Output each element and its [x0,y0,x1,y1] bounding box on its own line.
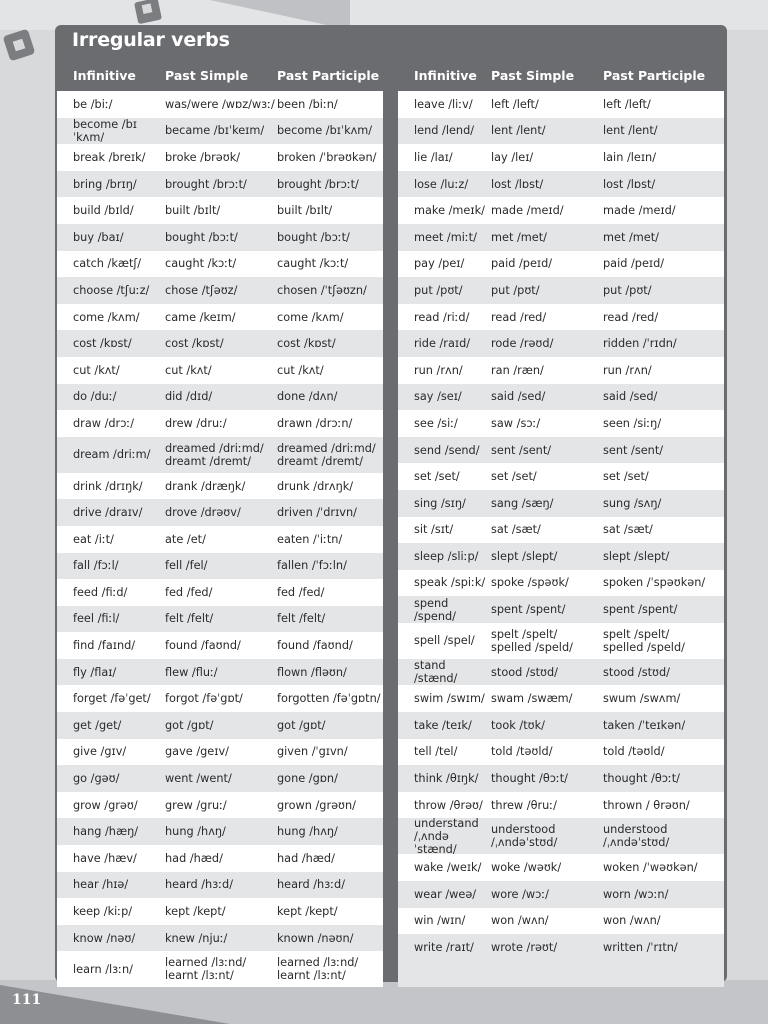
cell-past-participle: swum /swʌm/ [603,692,681,706]
cell-infinitive: sit /sɪt/ [414,523,454,537]
table-row [398,91,724,118]
cell-infinitive: cost /kɒst/ [73,337,132,351]
cell-infinitive: come /kʌm/ [73,310,140,324]
cell-infinitive: meet /miːt/ [414,230,477,244]
cell-past-simple: found /faʊnd/ [165,639,241,653]
cell-past-participle: hung /hʌŋ/ [277,825,338,839]
cell-past-simple: knew /njuː/ [165,931,228,945]
cell-past-participle: slept /slept/ [603,549,670,563]
cell-past-participle: fallen /ˈfɔːln/ [277,559,347,573]
cell-past-simple: forgot /fəˈgɒt/ [165,692,243,706]
cell-past-simple: learned /lɜːnd/ learnt /lɜːnt/ [165,956,247,983]
cell-past-simple: understood /ˌʌndəˈstʊd/ [491,823,558,850]
cell-past-simple: rode /rəʊd/ [491,337,554,351]
cell-infinitive: buy /baɪ/ [73,230,124,244]
cell-infinitive: fly /flaɪ/ [73,665,117,679]
cell-infinitive: set /set/ [414,470,460,484]
cell-past-simple: heard /hɜːd/ [165,878,233,892]
cell-past-participle: told /təʊld/ [603,745,665,759]
cell-past-participle: heard /hɜːd/ [277,878,345,892]
cell-infinitive: hear /hɪə/ [73,878,129,892]
cell-past-participle: grown /grəʊn/ [277,798,356,812]
cell-past-simple: fed /fed/ [165,585,213,599]
table-row [398,197,724,224]
cell-past-simple: met /met/ [491,230,547,244]
table-row [398,739,724,766]
cell-infinitive: make /meɪk/ [414,204,485,218]
cell-past-simple: did /dɪd/ [165,390,213,404]
cell-infinitive: drive /draɪv/ [73,506,143,520]
cell-past-simple: spoke /spəʊk/ [491,576,569,590]
cell-past-simple: thought /θɔːt/ [491,772,568,786]
cell-infinitive: forget /fəˈget/ [73,692,151,706]
cell-past-simple: brought /brɔːt/ [165,177,247,191]
cell-infinitive: pay /peɪ/ [414,257,465,271]
cell-infinitive: sleep /sliːp/ [414,549,479,563]
cell-infinitive: do /duː/ [73,390,117,404]
cell-infinitive: sing /sɪŋ/ [414,496,466,510]
cell-infinitive: be /biː/ [73,97,113,111]
cell-past-participle: worn /wɔːn/ [603,887,669,901]
cell-past-simple: bought /bɔːt/ [165,230,238,244]
cell-past-participle: broken /ˈbrəʊkən/ [277,150,377,164]
cell-past-simple: ran /ræn/ [491,363,544,377]
table-row [57,171,383,198]
cell-past-participle: spent /spent/ [603,603,678,617]
table-row [398,410,724,437]
header-past-simple: Past Simple [165,67,249,83]
cell-infinitive: write /raɪt/ [414,941,474,955]
table-row [57,410,383,437]
cell-infinitive: spell /spel/ [414,634,475,648]
page-number: 111 [12,992,42,1008]
table-row [398,854,724,881]
table-row [57,632,383,659]
column-divider [383,59,398,980]
table-row [57,765,383,792]
verbs-table-left [57,59,383,987]
cell-past-participle: sung /sʌŋ/ [603,496,662,510]
cell-infinitive: stand /stænd/ [414,659,458,686]
cell-infinitive: think /θɪŋk/ [414,772,479,786]
cell-past-participle: thought /θɔːt/ [603,772,680,786]
cell-past-participle: cut /kʌt/ [277,363,324,377]
cell-past-simple: said /sed/ [491,390,546,404]
cell-past-participle: sent /sent/ [603,443,664,457]
cell-past-participle: lost /lɒst/ [603,177,656,191]
table-row [57,526,383,553]
cell-past-simple: grew /gruː/ [165,798,227,812]
page-title: Irregular verbs [72,29,230,51]
cell-past-participle: lent /lent/ [603,124,658,138]
cell-past-participle: understood /ˌʌndəˈstʊd/ [603,823,670,850]
cell-infinitive: grow /grəʊ/ [73,798,138,812]
cell-past-simple: took /tʊk/ [491,718,545,732]
table-row [398,881,724,908]
cell-infinitive: tell /tel/ [414,745,458,759]
cell-past-simple: saw /sɔː/ [491,416,541,430]
cell-past-participle: done /dʌn/ [277,390,338,404]
table-row [57,304,383,331]
verbs-table-right [398,59,724,961]
table-row [57,91,383,118]
cell-past-participle: built /bɪlt/ [277,204,333,218]
table-row [57,712,383,739]
cell-infinitive: know /nəʊ/ [73,931,136,945]
table-row [57,553,383,580]
table-row [57,685,383,712]
header-past-participle: Past Participle [603,67,706,83]
cell-infinitive: fall /fɔːl/ [73,559,119,573]
table-body [398,91,724,961]
cell-past-simple: went /went/ [165,772,232,786]
cell-past-simple: sat /sæt/ [491,523,541,537]
table-row [57,818,383,845]
cell-past-simple: wore /wɔː/ [491,887,549,901]
cell-past-simple: broke /brəʊk/ [165,150,241,164]
cell-past-participle: set /set/ [603,470,649,484]
cell-infinitive: break /breɪk/ [73,150,146,164]
cell-infinitive: wear /weə/ [414,887,477,901]
table-row [57,224,383,251]
cell-past-participle: put /pʊt/ [603,283,652,297]
cell-past-simple: ate /et/ [165,532,206,546]
cell-past-simple: was/were /wɒz/wɜː/ [165,97,275,111]
table-row [398,118,724,145]
cell-past-participle: said /sed/ [603,390,658,404]
cell-past-participle: won /wʌn/ [603,914,661,928]
cell-infinitive: spend /spend/ [414,596,456,623]
cell-infinitive: hang /hæŋ/ [73,825,139,839]
table-row [398,277,724,304]
table-row [57,898,383,925]
cell-past-participle: woken /ˈwəʊkən/ [603,861,698,875]
cell-past-participle: seen /siːŋ/ [603,416,662,430]
table-row [57,197,383,224]
cell-past-participle: cost /kɒst/ [277,337,336,351]
cell-infinitive: lie /laɪ/ [414,150,453,164]
cell-past-simple: read /red/ [491,310,547,324]
table-row [398,908,724,935]
header-past-participle: Past Participle [277,67,380,83]
table-row [57,473,383,500]
cell-past-participle: bought /bɔːt/ [277,230,350,244]
cell-past-simple: lost /lɒst/ [491,177,544,191]
cell-infinitive: draw /drɔː/ [73,416,135,430]
table-row [57,659,383,686]
cell-past-simple: swam /swæm/ [491,692,573,706]
cell-past-simple: felt /felt/ [165,612,214,626]
table-row [57,739,383,766]
cell-past-participle: had /hæd/ [277,851,335,865]
table-row [57,499,383,526]
table-row [398,304,724,331]
cell-past-participle: paid /peɪd/ [603,257,665,271]
cell-past-simple: slept /slept/ [491,549,558,563]
table-row [398,224,724,251]
table-row [57,925,383,952]
cell-past-participle: gone /gɒn/ [277,772,338,786]
cell-past-simple: stood /stʊd/ [491,665,558,679]
cell-infinitive: dream /driːm/ [73,448,151,462]
cell-infinitive: drink /drɪŋk/ [73,479,143,493]
cell-infinitive: choose /tʃuːz/ [73,283,150,297]
table-filler [398,961,724,987]
table-row [57,872,383,899]
table-row [398,596,724,623]
cell-past-participle: been /biːn/ [277,97,338,111]
cell-infinitive: wake /weɪk/ [414,861,482,875]
cell-past-simple: spelt /spelt/ spelled /speld/ [491,627,573,654]
table-row [398,144,724,171]
cell-past-simple: kept /kept/ [165,905,226,919]
cell-infinitive: give /gɪv/ [73,745,127,759]
cell-infinitive: say /seɪ/ [414,390,462,404]
cell-past-simple: sang /sæŋ/ [491,496,554,510]
cell-past-participle: ridden /ˈrɪdn/ [603,337,677,351]
cell-infinitive: speak /spiːk/ [414,576,486,590]
table-row [57,357,383,384]
cell-past-simple: paid /peɪd/ [491,257,553,271]
cell-past-simple: put /pʊt/ [491,283,540,297]
cell-infinitive: keep /kiːp/ [73,905,133,919]
table-row [398,659,724,686]
cell-past-participle: spoken /ˈspəʊkən/ [603,576,706,590]
cell-infinitive: read /riːd/ [414,310,470,324]
cell-infinitive: put /pʊt/ [414,283,463,297]
cell-past-participle: kept /kept/ [277,905,338,919]
cell-past-participle: run /rʌn/ [603,363,652,377]
cell-past-participle: drunk /drʌŋk/ [277,479,354,493]
table-row [398,543,724,570]
table-row [57,579,383,606]
cell-infinitive: go /gəʊ/ [73,772,120,786]
cell-past-simple: became /bɪˈkeɪm/ [165,124,265,138]
cell-past-participle: become /bɪˈkʌm/ [277,124,373,138]
cell-past-participle: lain /leɪn/ [603,150,657,164]
cell-past-participle: dreamed /driːmd/ dreamt /dremt/ [277,441,376,468]
cell-infinitive: catch /kætʃ/ [73,257,141,271]
cell-past-simple: flew /fluː/ [165,665,218,679]
table-header [57,59,383,91]
cell-infinitive: cut /kʌt/ [73,363,120,377]
cell-infinitive: take /teɪk/ [414,718,472,732]
cell-past-simple: lent /lent/ [491,124,546,138]
cell-infinitive: bring /brɪŋ/ [73,177,137,191]
cell-infinitive: see /siː/ [414,416,458,430]
irregular-verbs-card [55,25,727,982]
table-row [398,437,724,464]
cell-past-participle: taken /ˈteɪkən/ [603,718,686,732]
cell-past-simple: threw /θruː/ [491,798,557,812]
header-infinitive: Infinitive [414,67,477,83]
table-row [398,712,724,739]
table-row [398,490,724,517]
cell-past-simple: drove /drəʊv/ [165,506,241,520]
cell-past-simple: came /keɪm/ [165,310,236,324]
cell-past-simple: caught /kɔːt/ [165,257,237,271]
cell-infinitive: win /wɪn/ [414,914,466,928]
cell-past-simple: left /left/ [491,97,539,111]
table-row [398,251,724,278]
cell-infinitive: feel /fiːl/ [73,612,120,626]
cell-infinitive: get /get/ [73,718,122,732]
cell-past-participle: left /left/ [603,97,651,111]
cell-past-simple: built /bɪlt/ [165,204,221,218]
table-row [57,792,383,819]
table-row [398,765,724,792]
cell-past-simple: drank /dræŋk/ [165,479,246,493]
cell-past-simple: hung /hʌŋ/ [165,825,226,839]
cell-infinitive: eat /iːt/ [73,532,114,546]
cell-infinitive: lose /luːz/ [414,177,469,191]
table-row [398,357,724,384]
cell-past-participle: given /ˈgɪvn/ [277,745,348,759]
cell-past-participle: thrown / θrəʊn/ [603,798,690,812]
table-row [398,384,724,411]
cell-past-participle: driven /ˈdrɪvn/ [277,506,357,520]
table-row [57,384,383,411]
cell-past-participle: fed /fed/ [277,585,325,599]
cell-past-simple: dreamed /driːmd/ dreamt /dremt/ [165,441,264,468]
cell-past-participle: got /gɒt/ [277,718,326,732]
table-row [57,606,383,633]
cell-past-participle: felt /felt/ [277,612,326,626]
cell-past-participle: made /meɪd/ [603,204,676,218]
table-row [57,144,383,171]
cell-infinitive: throw /θrəʊ/ [414,798,483,812]
cell-past-simple: woke /wəʊk/ [491,861,562,875]
cell-past-simple: cost /kɒst/ [165,337,224,351]
cell-past-simple: chose /tʃəʊz/ [165,283,238,297]
cell-past-participle: stood /stʊd/ [603,665,670,679]
cell-past-participle: caught /kɔːt/ [277,257,349,271]
header-past-simple: Past Simple [491,67,575,83]
cell-past-participle: spelt /spelt/ spelled /speld/ [603,627,685,654]
cell-infinitive: have /hæv/ [73,851,137,865]
table-row [57,330,383,357]
table-row [398,330,724,357]
cell-past-participle: read /red/ [603,310,659,324]
table-row [57,845,383,872]
cell-past-participle: come /kʌm/ [277,310,344,324]
cell-past-simple: fell /fel/ [165,559,208,573]
table-row [57,251,383,278]
table-row [57,277,383,304]
table-row [398,463,724,490]
cell-past-participle: flown /fləʊn/ [277,665,347,679]
table-body [57,91,383,987]
cell-past-participle: found /faʊnd/ [277,639,353,653]
table-row [57,437,383,473]
cell-infinitive: become /bɪˈkʌm/ [73,117,137,144]
cell-past-participle: written /ˈrɪtn/ [603,941,678,955]
cell-past-participle: forgotten /fəˈgɒtn/ [277,692,381,706]
cell-infinitive: lend /lend/ [414,124,475,138]
table-row [398,792,724,819]
cell-past-simple: gave /geɪv/ [165,745,229,759]
cell-past-simple: sent /sent/ [491,443,552,457]
cell-past-participle: learned /lɜːnd/ learnt /lɜːnt/ [277,956,359,983]
cell-past-participle: eaten /ˈiːtn/ [277,532,343,546]
cell-past-simple: had /hæd/ [165,851,223,865]
cell-past-participle: drawn /drɔːn/ [277,416,353,430]
table-row [398,934,724,961]
cell-past-simple: drew /druː/ [165,416,227,430]
cell-past-simple: made /meɪd/ [491,204,564,218]
cell-past-participle: met /met/ [603,230,659,244]
cell-infinitive: ride /raɪd/ [414,337,471,351]
cell-infinitive: learn /lɜːn/ [73,962,133,976]
decorative-square-icon [3,29,36,62]
cell-infinitive: feed /fiːd/ [73,585,128,599]
cell-infinitive: send /send/ [414,443,480,457]
header-infinitive: Infinitive [73,67,136,83]
table-row [398,818,724,854]
table-row [57,118,383,145]
cell-infinitive: build /bɪld/ [73,204,134,218]
cell-past-simple: lay /leɪ/ [491,150,534,164]
cell-infinitive: understand /ˌʌndəˈstænd/ [414,816,479,856]
cell-infinitive: leave /liːv/ [414,97,473,111]
cell-past-participle: chosen /ˈtʃəʊzn/ [277,283,367,297]
table-row [398,623,724,659]
cell-infinitive: swim /swɪm/ [414,692,485,706]
cell-past-simple: spent /spent/ [491,603,566,617]
table-row [57,951,383,987]
table-row [398,570,724,597]
cell-past-simple: cut /kʌt/ [165,363,212,377]
cell-past-simple: set /set/ [491,470,537,484]
cell-past-participle: sat /sæt/ [603,523,653,537]
table-header [398,59,724,91]
cell-past-participle: known /nəʊn/ [277,931,354,945]
table-row [398,517,724,544]
table-row [398,171,724,198]
cell-past-simple: wrote /rəʊt/ [491,941,558,955]
cell-past-participle: brought /brɔːt/ [277,177,359,191]
table-row [398,685,724,712]
cell-past-simple: won /wʌn/ [491,914,549,928]
cell-infinitive: find /faɪnd/ [73,639,136,653]
cell-past-simple: told /təʊld/ [491,745,553,759]
cell-past-simple: got /gɒt/ [165,718,214,732]
cell-infinitive: run /rʌn/ [414,363,463,377]
